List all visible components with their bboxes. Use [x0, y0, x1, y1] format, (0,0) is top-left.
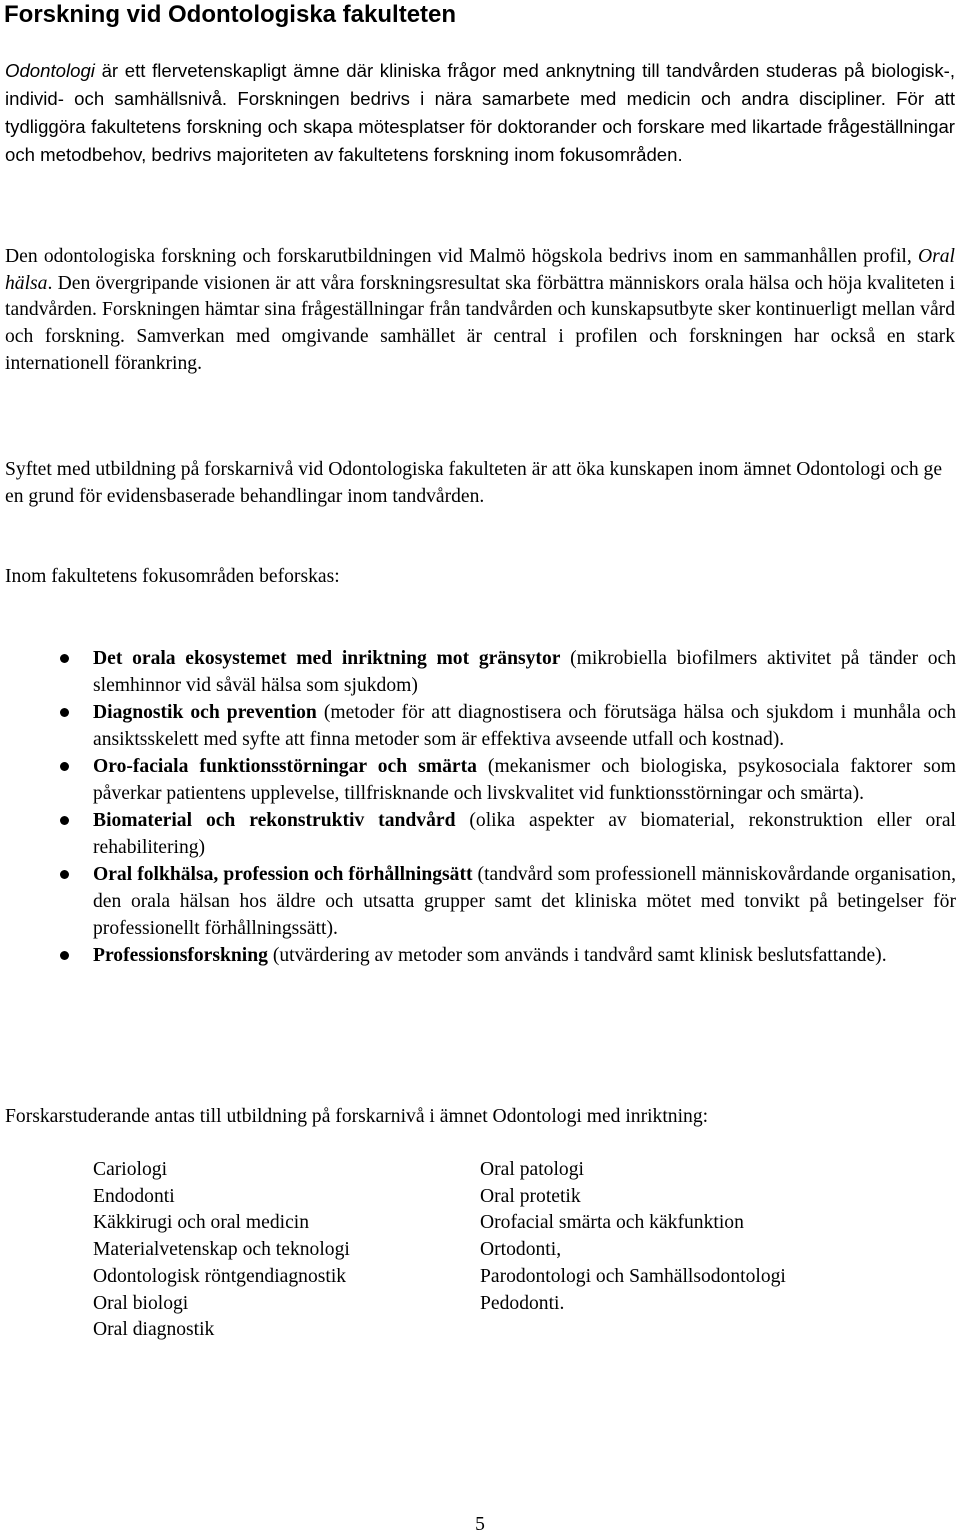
specialization-item: Oral patologi	[480, 1159, 584, 1180]
bullet-icon	[60, 870, 69, 879]
specializations-intro: Forskarstuderande antas till utbildning på forskarnivå i ämnet Odontologi med inriktning:	[5, 1106, 709, 1127]
focus-area-title: Det orala ekosystemet med inriktning mot gränsytor	[93, 648, 561, 669]
bullet-icon	[60, 708, 69, 717]
specialization-item: Parodontologi och Samhällsodontologi	[480, 1265, 786, 1287]
specialization-item: Käkkirugi och oral medicin	[93, 1212, 310, 1234]
specialization-item: Endodonti	[93, 1185, 175, 1207]
focus-intro: Inom fakultetens fokusområden beforskas:	[5, 566, 340, 587]
specialization-item: Materialvetenskap och teknologi	[93, 1239, 350, 1261]
profile-text-before: Den odontologiska forskning och forskarutbildningen vid Malmö högskola bedrivs inom en sammanhållen profil,	[5, 246, 918, 267]
bullet-icon	[60, 816, 69, 825]
focus-area-description: (mekanismer och biologiska, psykosociala faktorer som påverkar patientens upplevelse, tillfrisknande och livskvalitet vid funktionsstörningar och smärta).	[93, 756, 956, 804]
profile-paragraph	[5, 244, 955, 378]
focus-area-item	[0, 942, 956, 969]
specialization-item: Oral diagnostik	[93, 1319, 215, 1341]
specialization-item: Cariologi	[93, 1159, 168, 1180]
intro-text: är ett flervetenskapligt ämne där kliniska frågor med anknytning till tandvården studeras på biologisk-, individ- och samhällsnivå. Forskningen bedrivs i nära samarbete med medicin och andra discipliner. För att tydliggöra fakultetens forskning och skapa mötesplatser för doktorander och forskare med likartade frågeställningar och metodbehov, bedrivs majoriteten av fakultetens forskning inom fokusområden.	[5, 60, 955, 165]
specializations-right-column	[480, 1157, 786, 1317]
profile-italic-term: Oral hälsa	[5, 246, 955, 294]
focus-area-item	[0, 645, 956, 699]
specialization-item: Oral biologi	[93, 1292, 189, 1314]
focus-area-item	[0, 753, 956, 807]
specialization-item: Odontologisk röntgendiagnostik	[93, 1265, 347, 1287]
page-title: Forskning vid Odontologiska fakulteten	[4, 1, 457, 28]
specialization-item: Pedodonti.	[480, 1292, 565, 1314]
focus-area-title: Biomaterial och rekonstruktiv tandvård	[93, 810, 456, 831]
bullet-icon	[60, 654, 69, 663]
focus-area-title: Oro-faciala funktionsstörningar och smärta	[93, 756, 477, 777]
specialization-item: Ortodonti,	[480, 1239, 562, 1261]
focus-area-title: Oral folkhälsa, profession och förhållningsätt	[93, 864, 473, 885]
specialization-item: Orofacial smärta och käkfunktion	[480, 1212, 744, 1234]
focus-area-item	[0, 699, 956, 753]
specialization-item: Oral protetik	[480, 1185, 581, 1207]
purpose-paragraph: Syftet med utbildning på forskarnivå vid Odontologiska fakulteten är att öka kunskapen inom ämnet Odontologi och ge en grund för evidensbaserade behandlingar inom tandvården.	[5, 459, 943, 507]
focus-area-description: (utvärdering av metoder som används i tandvård samt klinisk beslutsfattande).	[267, 945, 887, 966]
page-number: 5	[475, 1514, 485, 1535]
focus-area-description: (tandvård som professionell människovårdande organisation, den orala hälsan hos äldre och utsatta grupper samt det kliniska mötet med tonvikt på betingelser för professionellt förhållningssätt).	[93, 864, 956, 939]
profile-text-after: . Den övergripande visionen är att våra forskningsresultat ska förbättra människors orala hälsa och höja kvaliteten i tandvården. Forskningen hämtar sina frågeställningar från tandvården och kunskapsutbyte sker kontinuerligt mellan vård och forskning. Samverkan med omgivande samhället är central i profilen och forskningen har också en stark internationell förankring.	[5, 272, 955, 374]
specializations-left-column	[93, 1157, 350, 1344]
intro-paragraph	[5, 57, 955, 169]
intro-italic-term: Odontologi	[5, 60, 95, 81]
focus-area-description: (mikrobiella biofilmers aktivitet på tänder och slemhinnor vid såväl hälsa som sjukdom)	[93, 648, 956, 696]
bullet-icon	[60, 951, 69, 960]
focus-area-item	[0, 807, 956, 861]
focus-area-title: Diagnostik och prevention	[93, 702, 317, 723]
focus-area-list	[0, 645, 960, 969]
focus-area-description: (metoder för att diagnostisera och förutsäga hälsa och sjukdom i munhåla och ansiktsskelett med syfte att finna metoder som är effektiva avseende utfall och kostnad).	[93, 702, 956, 750]
focus-area-title: Professionsforskning	[93, 945, 268, 966]
bullet-icon	[60, 762, 69, 771]
focus-area-item	[0, 861, 956, 942]
focus-area-description: (olika aspekter av biomaterial, rekonstruktion eller oral rehabilitering)	[93, 810, 956, 858]
